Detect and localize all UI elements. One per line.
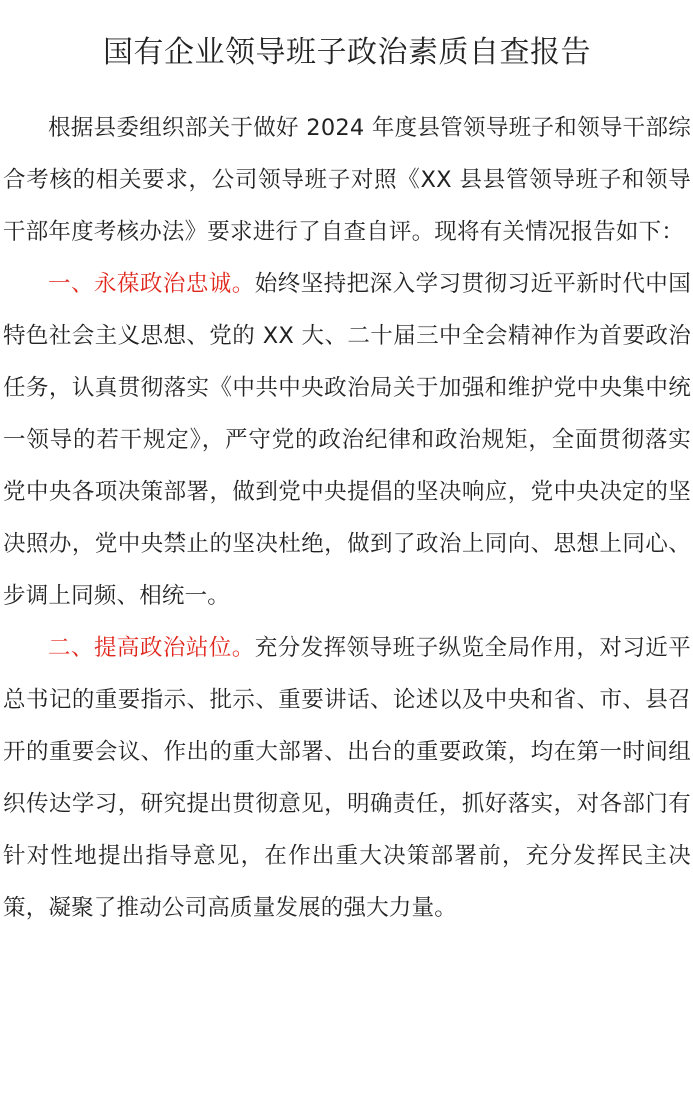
document-body [3,102,691,934]
section-paragraph-loyalty [3,258,691,622]
intro-text: 根据县委组织部关于做好 2024 年度县管领导班子和领导干部综合考核的相关要求，公司领导班子对照《XX 县县管领导班子和领导干部年度考核办法》要求进行了自查自评。现将有关情况报告如下： [3,115,691,245]
section-heading-loyalty: 一、永葆政治忠诚。 [48,271,255,297]
section-text-loyalty: 始终坚持把深入学习贯彻习近平新时代中国特色社会主义思想、党的 XX 大、二十届三中全会精神作为首要政治任务，认真贯彻落实《中共中央政治局关于加强和维护党中央集中统一领导的若干规定》，严守党的政治纪律和政治规矩，全面贯彻落实党中央各项决策部署，做到党中央提倡的坚决响应，党中央决定的坚决照办，党中央禁止的坚决杜绝，做到了政治上同向、思想上同心、步调上同频、相统一。 [3,271,691,609]
intro-paragraph [3,102,691,258]
section-heading-standpoint: 二、提高政治站位。 [48,635,255,661]
section-paragraph-standpoint [3,622,691,934]
document-title: 国有企业领导班子政治素质自查报告 [103,35,591,70]
section-text-standpoint: 充分发挥领导班子纵览全局作用，对习近平总书记的重要指示、批示、重要讲话、论述以及中央和省、市、县召开的重要会议、作出的重大部署、出台的重要政策，均在第一时间组织传达学习，研究提出贯彻意见，明确责任，抓好落实，对各部门有针对性地提出指导意见，在作出重大决策部署前，充分发挥民主决策，凝聚了推动公司高质量发展的强大力量。 [3,635,691,921]
